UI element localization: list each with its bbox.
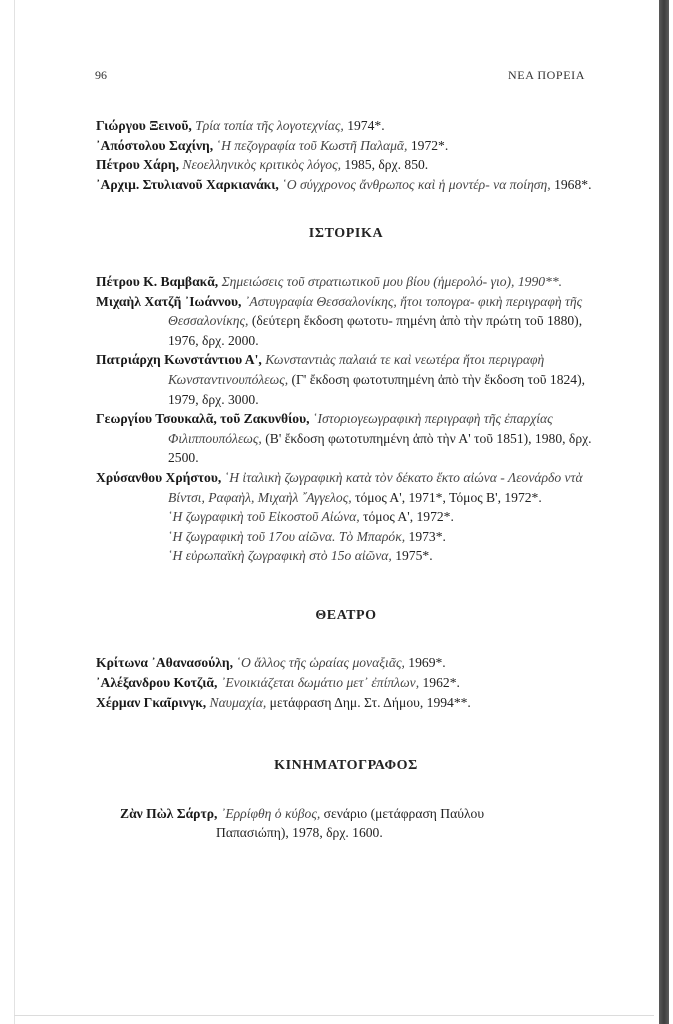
entry-work: ῾Η πεζογραφία τοῦ Κωστῆ Παλαμᾶ, [216,137,408,153]
entry-author: Ζὰν Πὼλ Σάρτρ, [120,805,218,821]
entry-work: ῾Ο σύγχρονος ἄνθρωπος καὶ ἡ μοντέρ- να ποίηση, [282,176,551,192]
entry-author: Γεωργίου Τσουκαλᾶ, τοῦ Ζακυνθίου, [96,411,310,427]
bibliography-entry [96,409,596,468]
entry-work: Σημειώσεις τοῦ στρατιωτικοῦ μου βίου (ἡμερολό- γιο), 1990**. [221,273,563,289]
entry-detail: τόμος Α', 1971*, Τόμος Β', 1972*. [355,489,542,505]
history-list [96,272,596,566]
entry-work: ᾿Αστυγραφία Θεσσαλονίκης, ἤτοι τοπογρα- φικὴ περιγραφὴ τῆς Θεσσαλονίκης, [168,293,583,329]
entry-author: Χρύσανθου Χρήστου, [96,469,222,485]
entry-additional-work: ῾Η εὐρωπαϊκὴ ζωγραφικὴ στὸ 15ο αἰῶνα, 1975*. [168,548,433,564]
page-content [96,116,596,843]
entry-author: Γιώργου Ξεινοῦ, [96,118,192,133]
entry-work: ᾿Ενοικιάζεται δωμάτιο μετ᾿ ἐπίπλων, [220,675,420,691]
entry-author: Μιχαὴλ Χατζῆ ᾿Ιωάννου, [96,293,242,309]
entry-detail: 1985, δρχ. 850. [344,157,429,173]
entry-additional-work: ῾Η ζωγραφικὴ τοῦ Εἰκοστοῦ Αἰώνα, τόμος Α', 1972*. [168,509,454,525]
bibliography-entry [96,468,596,566]
entry-author: Χέρμαν Γκαῖρινγκ, [96,694,207,710]
entry-author: Πέτρου Χάρη, [96,157,179,173]
literature-list [96,116,596,194]
entry-additional-work: ῾Η ζωγραφικὴ τοῦ 17ου αἰῶνα. Τὸ Μπαρόκ, 1973*. [168,528,446,544]
entry-work: Τρία τοπία τῆς λογοτεχνίας, [195,118,344,133]
entry-author: ᾿Αλέξανδρου Κοτζιᾶ, [96,675,218,691]
entry-author: Κρίτωνα ᾿Αθανασούλη, [96,655,234,671]
theatre-list [96,653,596,712]
entry-work: Ναυμαχία, [209,694,267,710]
entry-detail: (Γ' ἔκδοση φωτοτυπημένη ἀπὸ τὴν ἔκδοση τοῦ 1824), 1979, δρχ. 3000. [168,371,586,407]
entry-author: ᾿Απόστολου Σαχίνη, [96,137,214,153]
bibliography-entry [96,292,596,351]
bibliography-entry [96,155,596,175]
section-heading-cinema: ΚΙΝΗΜΑΤΟΓΡΑΦΟΣ [274,758,418,774]
section-heading-theatre: ΘΕΑΤΡΟ [315,607,377,623]
entry-author: Πέτρου Κ. Βαμβακᾶ, [96,273,219,289]
bibliography-entry [96,116,596,136]
entry-detail: (δεύτερη ἔκδοση φωτοτυ- πημένη ἀπὸ τὴν πρώτη τοῦ 1880), 1976, δρχ. 2000. [168,313,583,348]
cinema-list [96,804,596,843]
entry-work: ῾Ιστοριογεωγραφικὴ περιγραφὴ τῆς ἐπαρχίας Φιλιππουπόλεως, [168,411,553,446]
entry-detail-continued: Παπασιώπη), 1978, δρχ. 1600. [216,825,383,841]
book-spine-shadow [659,0,669,1024]
section-heading-history: ΙΣΤΟΡΙΚΑ [308,226,384,242]
entry-work: Κωνσταντιὰς παλαιά τε καὶ νεωτέρα ἤτοι περιγραφὴ Κωνσταντινουπόλεως, [168,352,545,387]
running-title: ΝΕΑ ΠΟΡΕΙΑ [508,68,585,82]
entry-detail: 1968*. [554,176,592,192]
bibliography-entry [96,693,596,713]
scan-edge-left [14,0,15,1024]
bibliography-entry [96,653,596,673]
entry-work: Νεοελληνικὸς κριτικὸς λόγος, [182,157,341,173]
entry-detail: 1962*. [422,675,460,691]
bibliography-entry [96,673,596,693]
entry-detail: μετάφραση Δημ. Στ. Δήμου, 1994**. [269,694,471,710]
bibliography-entry [96,175,596,195]
entry-detail: 1969*. [408,655,446,671]
bibliography-entry [96,350,596,409]
scan-edge-bottom [14,1015,654,1016]
bibliography-entry [96,272,596,292]
page-number: 96 [95,68,107,82]
entry-work: ῾Η ἰταλικὴ ζωγραφικὴ κατὰ τὸν δέκατο ἕκτο αἰώνα - Λεονάρδο ντὰ Βίντσι, Ραφαὴλ, Μιχαὴλ ῎Αγγελος, [168,469,583,505]
entry-author: ᾿Αρχιμ. Στυλιανοῦ Χαρκιανάκι, [96,176,279,192]
entry-work: ῾Ο ἄλλος τῆς ὡραίας μοναξιᾶς, [236,655,405,671]
entry-detail: σενάριο (μετάφραση Παύλου [323,805,485,821]
entry-detail: 1974*. [347,118,385,133]
bibliography-entry [96,136,596,156]
bibliography-entry [96,804,596,843]
running-head [95,68,585,83]
entry-detail: (Β' ἔκδοση φωτοτυπημένη ἀπὸ τὴν Α' τοῦ 1851), 1980, δρχ. 2500. [168,430,592,466]
entry-work: ᾿Ερρίφθη ὁ κύβος, [220,805,321,821]
entry-detail: 1972*. [410,137,449,153]
entry-author: Πατριάρχη Κωνστάντιου Α', [96,352,262,368]
